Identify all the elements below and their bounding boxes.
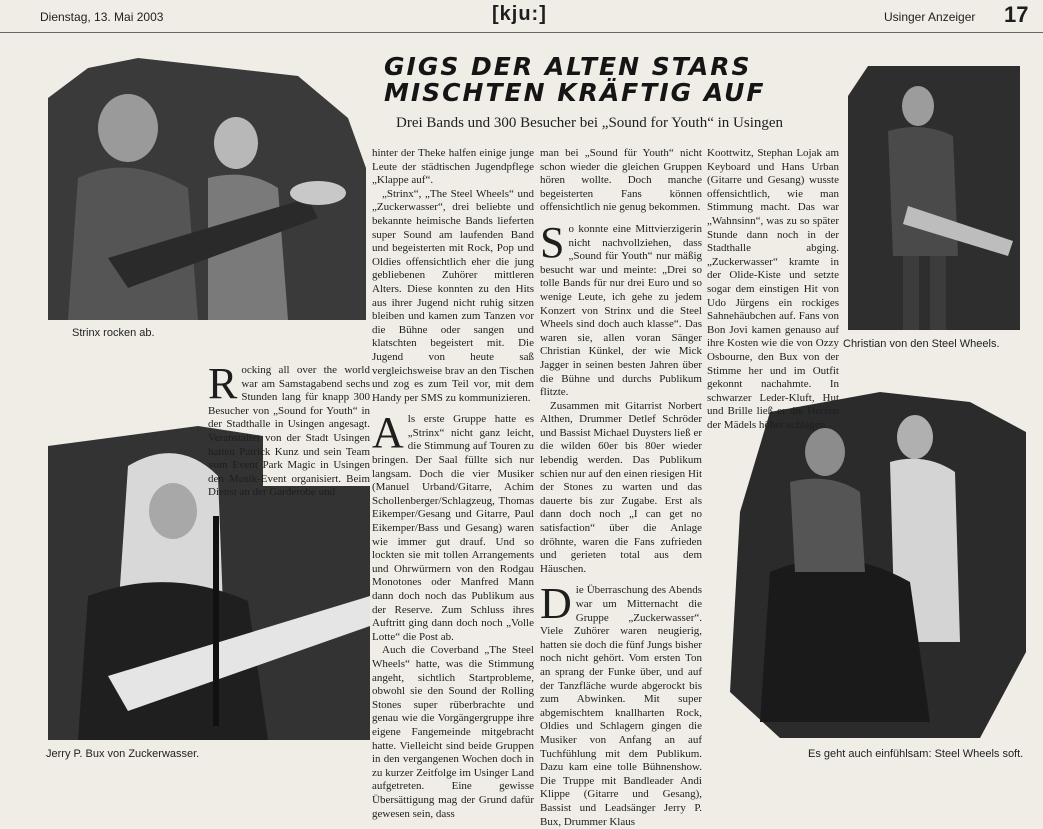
column-3-paragraph-2: o konnte eine Mittvierzigerin nicht nachvollziehen, dass „Sound für Youth“ nur mäßig besucht war und meinte: „Drei so tolle Bands für nur drei Euro und so wenige Leute, ich gehe zu jedem Konzert von Strinx und die Steel Wheels sind doch auch klasse“. Das waren sie, allen voran Sänger Christian Künkel, der wie Mick Jagger in seinen besten Jahren über die Bühne und durchs Publikum flitzte. [540, 222, 702, 399]
column-2-paragraph-2: „Strinx“, „The Steel Wheels“ und „Zuckerwasser“, drei beliebte und bekannte heimische Bands lieferten super Sound am laufenden Band und begeisterten mit Rock, Pop und Oldies offensichtlich eher die jung gebliebenen Zuhörer mittleren Alters. Diese konnten zu den Hits aus ihrer Jugend nicht ruhig sitzen bleiben und kamen zum Tanzen vor die Bühne oder sangen und klatschten begeistert mit. Die Jugend von heute saß vergleichsweise brav an den Tischen und zog es zum Teil vor, mit dem Handy per SMS zu kommunizieren. [372, 187, 534, 404]
column-2-paragraph-1: hinter der Theke halfen einige junge Leute der städtischen Jugendpflege „Klappe auf“. [372, 147, 534, 187]
drop-cap-d: D [540, 579, 572, 629]
subheadline: Drei Bands und 300 Besucher bei „Sound for Youth“ in Usingen [396, 115, 784, 131]
photo-strinx [48, 58, 366, 320]
caption-jerry: Jerry P. Bux von Zuckerwasser. [46, 748, 200, 760]
column-3-paragraph-4: ie Überraschung des Abends war um Mitternacht die Gruppe „Zuckerwasser“. Viele Zuhörer waren neugierig, hatten sie doch die fünf Jungs bisher noch nicht gehört. Vom ersten Ton an sprang der Funke über, und auf der Tanzfläche wurde abgerockt bis zum Abwinken. Mit super abgemischtem knallharten Rock, Oldies und Schlagern gingen die Musiker von Anfang an auf Tuchfühlung mit dem Publikum. Dazu kam eine tolle Bühnenshow. Die Truppe mit Bandleader Andi Klippe (Gitarre und Gesang), Bassist und Leadsänger Jerry P. Bux, Drummer Klaus [540, 584, 702, 828]
headline-line-2: MISCHTEN KRÄFTIG AUF [384, 78, 766, 107]
headline [384, 54, 784, 106]
column-1-text: ocking all over the world war am Samstagabend sechs Stunden lang für knapp 300 Besucher von „Sound for Youth“ in der Stadthalle in Usingen angesagt. Veranstaltet von der Stadt Usingen hatten Patrick Kunz und sein Team vom Event Park Magic in Usingen den Musik-Event organisiert. Beim Dienst an der Garderobe und [208, 364, 370, 499]
page-header [0, 0, 1043, 33]
article-column-3 [540, 147, 702, 829]
column-2-paragraph-3: ls erste Gruppe hatte es „Strinx“ nicht ganz leicht, die Stimmung auf Touren zu bringen. Der Saal füllte sich nur langsam. Doch die vier Musiker (Manuel Urband/Gitarre, Achim Schollenberger/Schlagzeug, Thomas Eikemper/Gesang und Gitarre, Paul Eikemper/Bass und Gesang) waren wie immer gut drauf. Und so lockten sie mit tollen Arrangements und Ohrwürmern von den Rodgau Monotones oder Manfred Mann dann doch noch das Publikum aus der Reserve. Zum Schluss ihres Auftritt ging dann doch noch „Volle Lotte“ die Post ab. [372, 413, 534, 643]
headline-line-1: GIGS DER ALTEN STARS [384, 52, 752, 81]
caption-christian: Christian von den Steel Wheels. [843, 338, 1000, 350]
drop-cap-r: R [208, 359, 238, 408]
column-3-paragraph-3: Zusammen mit Gitarrist Norbert Althen, Drummer Detlef Schröder und Bassist Michael Duysters ließ er die wilden 60er bis 80er wieder lebendig werden. Das Publikum schien nur auf den einen riesigen Hit der Stones zu warten und das dauerte bis zur Zugabe. Erst als dann doch noch „I can get no satisfaction“ über die Anlage dröhnte, waren die Fans zufrieden und gerieten total aus dem Häuschen. [540, 399, 702, 575]
caption-strinx: Strinx rocken ab. [72, 327, 155, 339]
column-3-paragraph-1: man bei „Sound für Youth“ nicht schon wieder die gleichen Gruppen hören wollte. Doch manche begeisterten Fans können offensichtlich nie genug bekommen. [540, 147, 702, 214]
column-2-paragraph-4: Auch die Coverband „The Steel Wheels“ hatte, was die Stimmung angeht, sichtlich Startprobleme, obwohl sie den Sound der Rolling Stones super rüberbrachte und genau wie die Vorgängergruppe ihre eigene Fangemeinde mitgebracht hatte. Vielleicht sind beide Gruppen in den vergangenen Wochen doch in zu kurzer Zeitfolge im Usinger Land aufgetreten. Eine gewisse Übersättigung mag der Grund dafür gewesen sein, dass [372, 644, 534, 820]
column-4-text: Koottwitz, Stephan Lojak am Keyboard und Hans Urban (Gitarre und Gesang) wusste offensichtlich, wie man Stimmung macht. Das war „Wahnsinn“, was zu so später Stunde dann noch in der Stadthalle abging. „Zuckerwasser“ kramte in der Olide-Kiste und setzte sogar dem einstigen Hit von Udo Jürgens ein rockiges Sahnehäubchen auf. Fans von Bon Jovi kamen genauso auf ihre Kosten wie die von Ozzy Osbourne, den Bux von der Stimme her und im Outfit gekonnt nachahmte. In schwarzer Leder-Kluft, Hut und Brille ließ er die Herzen der Mädels höher schlagen. [707, 147, 839, 431]
issue-date: Dienstag, 13. Mai 2003 [40, 10, 164, 24]
section-title: [kju:] [492, 3, 547, 25]
article-column-1 [208, 359, 370, 500]
photo-steel-wheels [730, 392, 1026, 738]
article-column-4 [707, 147, 839, 432]
drop-cap-s: S [540, 217, 565, 267]
photo-christian [848, 66, 1020, 330]
article-column-2 [372, 147, 534, 821]
caption-steel-wheels: Es geht auch einfühlsam: Steel Wheels soft. [808, 748, 1024, 760]
drop-cap-a: A [372, 408, 404, 458]
newspaper-name: Usinger Anzeiger [884, 10, 976, 24]
page-number: 17 [1004, 2, 1029, 27]
